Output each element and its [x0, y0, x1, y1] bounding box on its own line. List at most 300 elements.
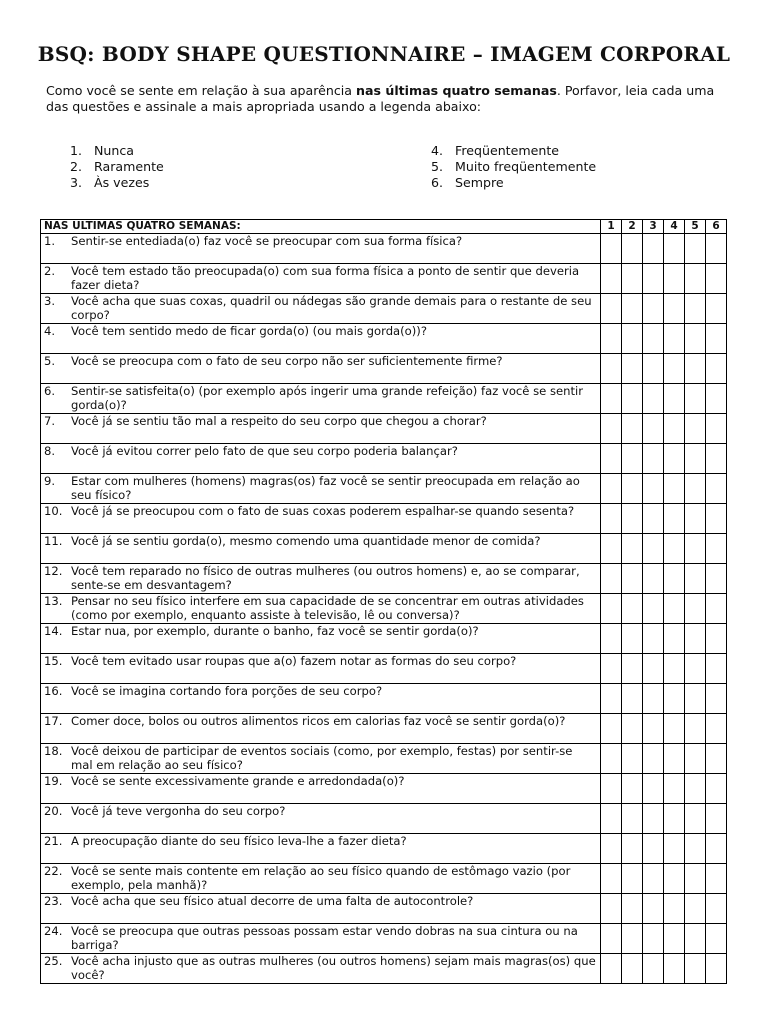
- answer-cell-6[interactable]: [706, 384, 727, 414]
- answer-cell-4[interactable]: [664, 564, 685, 594]
- question-text: Estar nua, por exemplo, durante o banho, faz você se sentir gorda(o)?: [71, 624, 479, 638]
- question-row: [41, 624, 727, 654]
- questions-table: [40, 219, 727, 984]
- answer-cell-4[interactable]: [664, 264, 685, 294]
- answer-cell-3[interactable]: [643, 594, 664, 624]
- legend-left: [70, 143, 164, 191]
- answer-cell-5[interactable]: [685, 594, 706, 624]
- answer-cell-1[interactable]: [601, 594, 622, 624]
- question-cell: [41, 654, 601, 684]
- legend-label: Sempre: [455, 175, 504, 190]
- question-row: [41, 444, 727, 474]
- answer-cell-3[interactable]: [643, 354, 664, 384]
- answer-cell-5[interactable]: [685, 834, 706, 864]
- answer-cell-3[interactable]: [643, 624, 664, 654]
- question-text: Sentir-se satisfeita(o) (por exemplo após ingerir uma grande refeição) faz você se sentir gorda(o)?: [71, 384, 584, 412]
- question-text: Você já evitou correr pelo fato de que seu corpo poderia balançar?: [71, 444, 458, 458]
- question-number: 10.: [44, 504, 63, 518]
- answer-cell-3[interactable]: [643, 774, 664, 804]
- legend-label: Às vezes: [94, 175, 150, 190]
- answer-cell-5[interactable]: [685, 414, 706, 444]
- legend-number: 5.: [431, 159, 444, 174]
- answer-cell-5[interactable]: [685, 864, 706, 894]
- answer-cell-4[interactable]: [664, 534, 685, 564]
- answer-cell-2[interactable]: [622, 324, 643, 354]
- answer-cell-3[interactable]: [643, 504, 664, 534]
- answer-cell-5[interactable]: [685, 324, 706, 354]
- question-text: Estar com mulheres (homens) magras(os) faz você se sentir preocupada em relação ao seu físico?: [71, 474, 580, 502]
- question-number: 13.: [44, 594, 63, 608]
- answer-cell-3[interactable]: [643, 294, 664, 324]
- answer-cell-4[interactable]: [664, 804, 685, 834]
- question-number: 23.: [44, 894, 63, 908]
- answer-cell-2[interactable]: [622, 354, 643, 384]
- question-row: [41, 954, 727, 984]
- answer-cell-1[interactable]: [601, 504, 622, 534]
- question-line: [44, 295, 596, 322]
- answer-cell-5[interactable]: [685, 954, 706, 984]
- legend-item: [431, 159, 596, 175]
- answer-cell-2[interactable]: [622, 414, 643, 444]
- answer-cell-5[interactable]: [685, 924, 706, 954]
- answer-cell-6[interactable]: [706, 564, 727, 594]
- question-row: [41, 684, 727, 714]
- answer-cell-2[interactable]: [622, 384, 643, 414]
- question-row: [41, 414, 727, 444]
- question-cell: [41, 804, 601, 834]
- question-text: Você tem evitado usar roupas que a(o) fazem notar as formas do seu corpo?: [71, 654, 517, 668]
- answer-cell-5[interactable]: [685, 564, 706, 594]
- answer-cell-3[interactable]: [643, 264, 664, 294]
- answer-cell-2[interactable]: [622, 804, 643, 834]
- question-line: [44, 355, 596, 369]
- answer-cell-3[interactable]: [643, 414, 664, 444]
- legend-number: 6.: [431, 175, 444, 190]
- answer-cell-5[interactable]: [685, 474, 706, 504]
- question-cell: [41, 414, 601, 444]
- answer-cell-1[interactable]: [601, 954, 622, 984]
- question-cell: [41, 474, 601, 504]
- question-line: [44, 955, 596, 982]
- question-cell: [41, 924, 601, 954]
- question-text: Você se preocupa com o fato de seu corpo não ser suficientemente firme?: [71, 354, 503, 368]
- question-line: [44, 265, 596, 292]
- answer-cell-6[interactable]: [706, 354, 727, 384]
- answer-cell-1[interactable]: [601, 324, 622, 354]
- answer-cell-2[interactable]: [622, 954, 643, 984]
- answer-cell-4[interactable]: [664, 744, 685, 774]
- answer-cell-2[interactable]: [622, 834, 643, 864]
- question-number: 3.: [44, 294, 56, 308]
- question-number: 8.: [44, 444, 56, 458]
- questions-body: [41, 234, 727, 984]
- answer-cell-2[interactable]: [622, 564, 643, 594]
- question-text: Você acha que seu físico atual decorre de uma falta de autocontrole?: [71, 894, 474, 908]
- answer-cell-6[interactable]: [706, 894, 727, 924]
- intro-paragraph: [46, 83, 726, 115]
- answer-cell-1[interactable]: [601, 924, 622, 954]
- answer-cell-6[interactable]: [706, 834, 727, 864]
- answer-cell-1[interactable]: [601, 834, 622, 864]
- legend-number: 3.: [70, 175, 83, 190]
- answer-cell-6[interactable]: [706, 624, 727, 654]
- answer-cell-4[interactable]: [664, 834, 685, 864]
- question-text: Você tem estado tão preocupada(o) com sua forma física a ponto de sentir que deveria fazer dieta?: [71, 264, 580, 292]
- question-row: [41, 654, 727, 684]
- question-cell: [41, 504, 601, 534]
- answer-cell-3[interactable]: [643, 804, 664, 834]
- column-header-5: 5: [685, 220, 706, 234]
- question-row: [41, 474, 727, 504]
- question-line: [44, 535, 596, 549]
- question-cell: [41, 894, 601, 924]
- question-cell: [41, 624, 601, 654]
- answer-cell-4[interactable]: [664, 714, 685, 744]
- question-line: [44, 685, 596, 699]
- answer-cell-5[interactable]: [685, 444, 706, 474]
- answer-cell-6[interactable]: [706, 324, 727, 354]
- answer-cell-2[interactable]: [622, 444, 643, 474]
- answer-cell-1[interactable]: [601, 414, 622, 444]
- question-text: Pensar no seu físico interfere em sua capacidade de se concentrar em outras atividades (como por exemplo, enquanto assiste à televisão, lê ou conversa)?: [71, 594, 584, 622]
- answer-cell-6[interactable]: [706, 294, 727, 324]
- answer-cell-2[interactable]: [622, 474, 643, 504]
- answer-cell-1[interactable]: [601, 534, 622, 564]
- answer-cell-1[interactable]: [601, 624, 622, 654]
- question-cell: [41, 954, 601, 984]
- answer-cell-6[interactable]: [706, 804, 727, 834]
- question-text: Você se imagina cortando fora porções de seu corpo?: [71, 684, 383, 698]
- answer-cell-4[interactable]: [664, 474, 685, 504]
- answer-cell-4[interactable]: [664, 864, 685, 894]
- question-number: 4.: [44, 324, 56, 338]
- question-cell: [41, 684, 601, 714]
- answer-cell-3[interactable]: [643, 444, 664, 474]
- answer-cell-3[interactable]: [643, 894, 664, 924]
- legend-item: [70, 159, 164, 175]
- answer-cell-1[interactable]: [601, 234, 622, 264]
- answer-cell-1[interactable]: [601, 384, 622, 414]
- legend-item: [70, 143, 164, 159]
- question-text: Você tem reparado no físico de outras mulheres (ou outros homens) e, ao se comparar, sente-se em desvantagem?: [71, 564, 580, 592]
- answer-cell-2[interactable]: [622, 264, 643, 294]
- question-row: [41, 714, 727, 744]
- answer-cell-1[interactable]: [601, 444, 622, 474]
- column-header-2: 2: [622, 220, 643, 234]
- legend-item: [431, 175, 596, 191]
- answer-cell-6[interactable]: [706, 534, 727, 564]
- question-number: 22.: [44, 864, 63, 878]
- answer-cell-2[interactable]: [622, 534, 643, 564]
- answer-cell-3[interactable]: [643, 654, 664, 684]
- question-line: [44, 415, 596, 429]
- answer-cell-5[interactable]: [685, 504, 706, 534]
- answer-cell-4[interactable]: [664, 894, 685, 924]
- answer-cell-6[interactable]: [706, 744, 727, 774]
- question-text: Você já se sentiu gorda(o), mesmo comendo uma quantidade menor de comida?: [71, 534, 541, 548]
- answer-cell-3[interactable]: [643, 564, 664, 594]
- answer-cell-5[interactable]: [685, 624, 706, 654]
- answer-cell-2[interactable]: [622, 894, 643, 924]
- answer-cell-3[interactable]: [643, 534, 664, 564]
- question-row: [41, 774, 727, 804]
- legend-number: 1.: [70, 143, 83, 158]
- question-number: 16.: [44, 684, 63, 698]
- answer-cell-3[interactable]: [643, 714, 664, 744]
- answer-cell-5[interactable]: [685, 294, 706, 324]
- question-cell: [41, 294, 601, 324]
- answer-cell-3[interactable]: [643, 324, 664, 354]
- question-cell: [41, 714, 601, 744]
- question-row: [41, 894, 727, 924]
- question-number: 17.: [44, 714, 63, 728]
- answer-cell-1[interactable]: [601, 654, 622, 684]
- answer-cell-3[interactable]: [643, 834, 664, 864]
- answer-cell-2[interactable]: [622, 504, 643, 534]
- answer-cell-5[interactable]: [685, 654, 706, 684]
- question-line: [44, 325, 596, 339]
- question-number: 15.: [44, 654, 63, 668]
- question-line: [44, 475, 596, 502]
- question-line: [44, 715, 596, 729]
- answer-cell-6[interactable]: [706, 594, 727, 624]
- answer-cell-2[interactable]: [622, 924, 643, 954]
- answer-cell-3[interactable]: [643, 924, 664, 954]
- answer-cell-6[interactable]: [706, 774, 727, 804]
- answer-cell-3[interactable]: [643, 684, 664, 714]
- question-row: [41, 744, 727, 774]
- legend-item: [70, 175, 164, 191]
- question-row: [41, 354, 727, 384]
- answer-cell-6[interactable]: [706, 474, 727, 504]
- answer-cell-1[interactable]: [601, 264, 622, 294]
- answer-cell-2[interactable]: [622, 864, 643, 894]
- answer-cell-5[interactable]: [685, 684, 706, 714]
- answer-cell-4[interactable]: [664, 294, 685, 324]
- question-cell: [41, 264, 601, 294]
- answer-cell-5[interactable]: [685, 354, 706, 384]
- question-number: 2.: [44, 264, 56, 278]
- answer-cell-2[interactable]: [622, 624, 643, 654]
- legend-number: 2.: [70, 159, 83, 174]
- question-cell: [41, 384, 601, 414]
- answer-cell-4[interactable]: [664, 384, 685, 414]
- answer-cell-5[interactable]: [685, 714, 706, 744]
- question-cell: [41, 594, 601, 624]
- answer-cell-4[interactable]: [664, 654, 685, 684]
- answer-cell-1[interactable]: [601, 714, 622, 744]
- question-cell: [41, 774, 601, 804]
- answer-cell-6[interactable]: [706, 654, 727, 684]
- answer-cell-5[interactable]: [685, 774, 706, 804]
- answer-cell-6[interactable]: [706, 264, 727, 294]
- answer-cell-5[interactable]: [685, 234, 706, 264]
- question-line: [44, 835, 596, 849]
- question-cell: [41, 354, 601, 384]
- answer-cell-6[interactable]: [706, 714, 727, 744]
- answer-cell-5[interactable]: [685, 804, 706, 834]
- question-row: [41, 594, 727, 624]
- question-text: Sentir-se entediada(o) faz você se preocupar com sua forma física?: [71, 234, 463, 248]
- question-number: 20.: [44, 804, 63, 818]
- answer-cell-4[interactable]: [664, 414, 685, 444]
- question-cell: [41, 864, 601, 894]
- answer-cell-1[interactable]: [601, 894, 622, 924]
- question-text: Você já se preocupou com o fato de suas coxas poderem espalhar-se quando sesenta?: [71, 504, 575, 518]
- question-number: 11.: [44, 534, 63, 548]
- answer-cell-6[interactable]: [706, 864, 727, 894]
- answer-cell-5[interactable]: [685, 264, 706, 294]
- answer-cell-1[interactable]: [601, 354, 622, 384]
- question-text: Você deixou de participar de eventos sociais (como, por exemplo, festas) por sentir-se mal em relação ao seu físico?: [71, 744, 573, 772]
- answer-cell-3[interactable]: [643, 744, 664, 774]
- answer-cell-5[interactable]: [685, 534, 706, 564]
- question-cell: [41, 564, 601, 594]
- answer-cell-1[interactable]: [601, 564, 622, 594]
- answer-cell-4[interactable]: [664, 504, 685, 534]
- table-header-row: [41, 220, 727, 234]
- page-title: BSQ: BODY SHAPE QUESTIONNAIRE – IMAGEM CORPORAL: [37, 42, 731, 66]
- question-number: 25.: [44, 954, 63, 968]
- answer-cell-4[interactable]: [664, 444, 685, 474]
- question-row: [41, 864, 727, 894]
- answer-cell-5[interactable]: [685, 894, 706, 924]
- answer-cell-4[interactable]: [664, 774, 685, 804]
- question-number: 19.: [44, 774, 63, 788]
- answer-cell-2[interactable]: [622, 714, 643, 744]
- answer-cell-4[interactable]: [664, 324, 685, 354]
- question-text: Você tem sentido medo de ficar gorda(o) (ou mais gorda(o))?: [71, 324, 427, 338]
- legend-label: Nunca: [94, 143, 135, 158]
- question-line: [44, 565, 596, 592]
- question-number: 12.: [44, 564, 63, 578]
- answer-cell-1[interactable]: [601, 684, 622, 714]
- answer-cell-6[interactable]: [706, 234, 727, 264]
- question-row: [41, 834, 727, 864]
- answer-cell-6[interactable]: [706, 924, 727, 954]
- question-text: Você já teve vergonha do seu corpo?: [71, 804, 286, 818]
- question-row: [41, 264, 727, 294]
- question-row: [41, 294, 727, 324]
- answer-cell-2[interactable]: [622, 594, 643, 624]
- question-text: Comer doce, bolos ou outros alimentos ricos em calorias faz você se sentir gorda(o)?: [71, 714, 566, 728]
- question-line: [44, 925, 596, 952]
- answer-cell-2[interactable]: [622, 684, 643, 714]
- answer-cell-3[interactable]: [643, 384, 664, 414]
- question-row: [41, 804, 727, 834]
- answer-cell-2[interactable]: [622, 744, 643, 774]
- question-line: [44, 775, 596, 789]
- question-line: [44, 505, 596, 519]
- answer-cell-3[interactable]: [643, 954, 664, 984]
- column-header-6: 6: [706, 220, 727, 234]
- legend-label: Raramente: [94, 159, 164, 174]
- column-header-4: 4: [664, 220, 685, 234]
- question-line: [44, 745, 596, 772]
- answer-cell-3[interactable]: [643, 474, 664, 504]
- intro-text-bold: nas últimas quatro semanas: [356, 83, 557, 98]
- question-line: [44, 595, 596, 622]
- answer-cell-1[interactable]: [601, 864, 622, 894]
- answer-cell-6[interactable]: [706, 444, 727, 474]
- legend-label: Freqüentemente: [455, 143, 560, 158]
- question-number: 5.: [44, 354, 56, 368]
- question-text: Você acha injusto que as outras mulheres (ou outros homens) sejam mais magras(os) que você?: [71, 954, 596, 982]
- question-number: 24.: [44, 924, 63, 938]
- question-row: [41, 234, 727, 264]
- question-line: [44, 895, 596, 909]
- answer-cell-2[interactable]: [622, 774, 643, 804]
- question-line: [44, 445, 596, 459]
- question-line: [44, 865, 596, 892]
- answer-cell-6[interactable]: [706, 414, 727, 444]
- answer-cell-1[interactable]: [601, 744, 622, 774]
- answer-cell-5[interactable]: [685, 744, 706, 774]
- answer-cell-4[interactable]: [664, 594, 685, 624]
- answer-cell-1[interactable]: [601, 774, 622, 804]
- answer-cell-1[interactable]: [601, 804, 622, 834]
- answer-cell-2[interactable]: [622, 654, 643, 684]
- question-line: [44, 235, 596, 249]
- answer-cell-4[interactable]: [664, 234, 685, 264]
- column-header-3: 3: [643, 220, 664, 234]
- answer-cell-2[interactable]: [622, 234, 643, 264]
- intro-text-after: . Porfavor, leia cada uma das questões e assinale a mais apropriada usando a legenda abaixo:: [46, 83, 715, 114]
- question-number: 14.: [44, 624, 63, 638]
- answer-cell-6[interactable]: [706, 954, 727, 984]
- answer-cell-2[interactable]: [622, 294, 643, 324]
- question-number: 1.: [44, 234, 56, 248]
- question-line: [44, 655, 596, 669]
- question-line: [44, 385, 596, 412]
- answer-cell-4[interactable]: [664, 354, 685, 384]
- answer-cell-4[interactable]: [664, 684, 685, 714]
- question-cell: [41, 834, 601, 864]
- answer-cell-4[interactable]: [664, 924, 685, 954]
- question-number: 6.: [44, 384, 56, 398]
- question-number: 7.: [44, 414, 56, 428]
- question-line: [44, 625, 596, 639]
- question-cell: [41, 534, 601, 564]
- answer-cell-4[interactable]: [664, 954, 685, 984]
- answer-cell-3[interactable]: [643, 864, 664, 894]
- answer-cell-6[interactable]: [706, 684, 727, 714]
- question-number: 21.: [44, 834, 63, 848]
- legend-label: Muito freqüentemente: [455, 159, 597, 174]
- answer-cell-6[interactable]: [706, 504, 727, 534]
- answer-cell-4[interactable]: [664, 624, 685, 654]
- answer-cell-1[interactable]: [601, 294, 622, 324]
- intro-text-before: Como você se sente em relação à sua aparência: [46, 83, 357, 98]
- question-row: [41, 534, 727, 564]
- question-text: Você já se sentiu tão mal a respeito do seu corpo que chegou a chorar?: [71, 414, 487, 428]
- answer-cell-5[interactable]: [685, 384, 706, 414]
- question-text: Você se sente mais contente em relação ao seu físico quando de estômago vazio (por exemplo, pela manhã)?: [71, 864, 571, 892]
- question-text: Você se sente excessivamente grande e arredondada(o)?: [71, 774, 405, 788]
- question-text: Você acha que suas coxas, quadril ou nádegas são grande demais para o restante de seu corpo?: [71, 294, 592, 322]
- legend-item: [431, 143, 596, 159]
- question-cell: [41, 324, 601, 354]
- question-line: [44, 805, 596, 819]
- question-row: [41, 504, 727, 534]
- question-row: [41, 384, 727, 414]
- answer-cell-3[interactable]: [643, 234, 664, 264]
- table-header-label: NAS ULTIMAS QUATRO SEMANAS:: [41, 220, 601, 234]
- question-row: [41, 564, 727, 594]
- question-number: 18.: [44, 744, 63, 758]
- question-cell: [41, 744, 601, 774]
- answer-cell-1[interactable]: [601, 474, 622, 504]
